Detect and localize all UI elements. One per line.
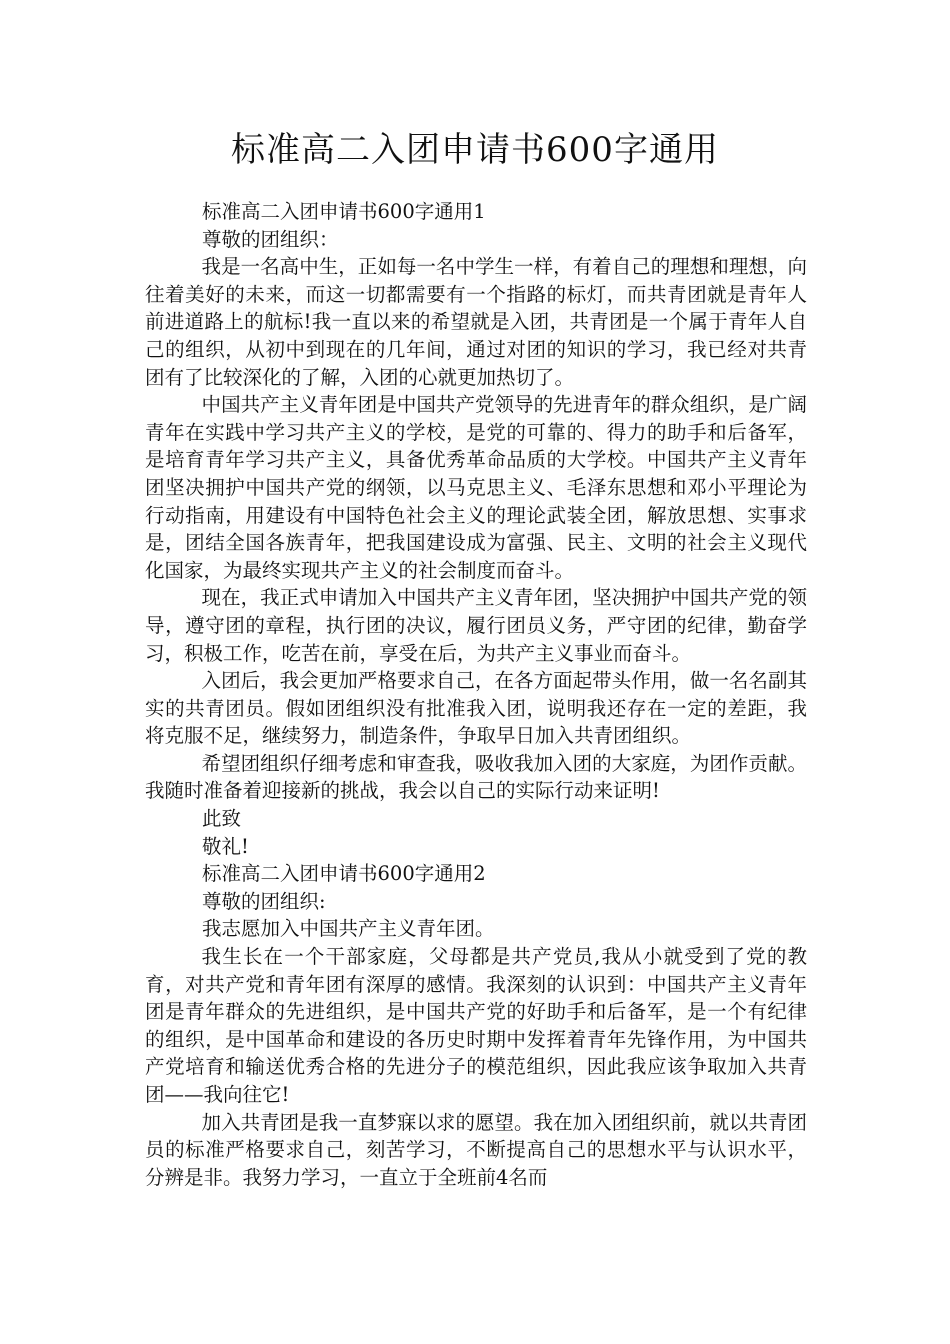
body-paragraph: 我是一名高中生，正如每一名中学生一样，有着自己的理想和理想，向往着美好的未来，而这一切都需要有一个指路的标灯，而共青团就是青年人前进道路上的航标!我一直以来的希望就是入团，共青团是一个属于青年人自己的组织，从初中到现在的几年间，通过对团的知识的学习，我已经对共青团有了比较深化的了解，入团的心就更加热切了。	[145, 255, 807, 389]
salutation-1: 尊敬的团组织：	[202, 227, 339, 251]
body-paragraph: 希望团组织仔细考虑和审查我，吸收我加入团的大家庭，为团作贡献。我随时准备着迎接新的挑战，我会以自己的实际行动来证明!	[145, 751, 807, 803]
body-paragraph: 现在，我正式申请加入中国共产主义青年团，坚决拥护中国共产党的领导，遵守团的章程，执行团的决议，履行团员义务，严守团的纪律，勤奋学习，积极工作，吃苦在前，享受在后，为共产主义事业而奋斗。	[145, 586, 807, 665]
salutation-2: 尊敬的团组织:	[202, 889, 326, 913]
body-paragraph: 入团后，我会更加严格要求自己，在各方面起带头作用，做一名名副其实的共青团员。假如团组织没有批准我入团，说明我还存在一定的差距，我将克服不足，继续努力，制造条件，争取早日加入共青团组织。	[145, 669, 807, 748]
body-paragraph: 我生长在一个干部家庭，父母都是共产党员,我从小就受到了党的教育，对共产党和青年团有深厚的感情。我深刻的认识到：中国共产主义青年团是青年群众的先进组织，是中国共产党的好助手和后备军，是一个有纪律的组织，是中国革命和建设的各历史时期中发挥着青年先锋作用，为中国共产党培育和输送优秀合格的先进分子的模范组织，因此我应该争取加入共青团——我向往它!	[145, 945, 807, 1106]
document-body	[145, 198, 807, 1191]
closing-salute: 敬礼!	[202, 834, 249, 858]
section-heading-2: 标准高二入团申请书600字通用2	[202, 862, 486, 886]
closing-line: 此致	[202, 807, 242, 831]
opening-statement: 我志愿加入中国共产主义青年团。	[202, 917, 495, 941]
section-heading-1: 标准高二入团申请书600字通用1	[202, 200, 486, 223]
document-title: 标准高二入团申请书600字通用	[231, 130, 719, 170]
body-paragraph: 中国共产主义青年团是中国共产党领导的先进青年的群众组织，是广阔青年在实践中学习共产主义的学校，是党的可靠的、得力的助手和后备军，是培育青年学习共产主义，具备优秀革命品质的大学校。中国共产主义青年团坚决拥护中国共产党的纲领，以马克思主义、毛泽东思想和邓小平理论为行动指南，用建设有中国特色社会主义的理论武装全团，解放思想、实事求是，团结全国各族青年，把我国建设成为富强、民主、文明的社会主义现代化国家，为最终实现共产主义的社会制度而奋斗。	[145, 393, 807, 582]
body-paragraph: 加入共青团是我一直梦寐以求的愿望。我在加入团组织前，就以共青团员的标准严格要求自己，刻苦学习，不断提高自己的思想水平与认识水平，分辨是非。我努力学习，一直立于全班前4名而	[145, 1110, 807, 1189]
